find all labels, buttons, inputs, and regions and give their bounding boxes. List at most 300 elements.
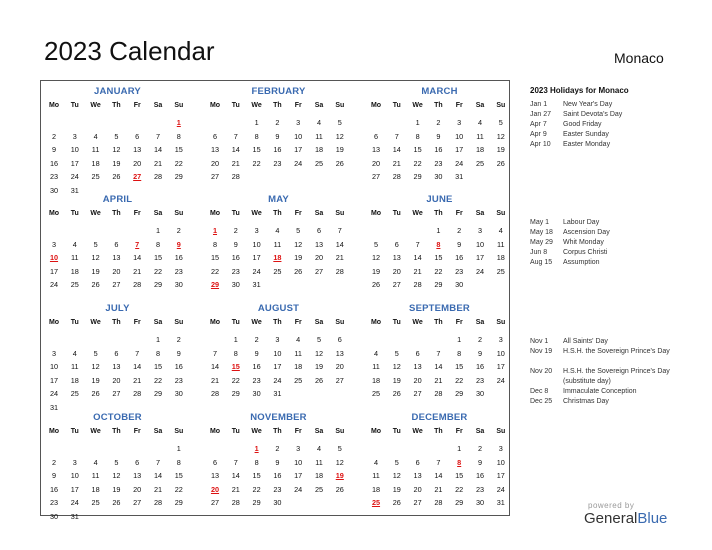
day-cell[interactable]: 9 bbox=[477, 348, 483, 358]
day-cell[interactable]: 18 bbox=[314, 145, 324, 154]
day-cell[interactable]: 8 bbox=[254, 457, 259, 467]
day-cell[interactable]: 13 bbox=[335, 348, 344, 358]
day-cell[interactable]: 24 bbox=[49, 280, 59, 289]
day-cell[interactable]: 27 bbox=[413, 498, 422, 507]
day-cell[interactable]: 7 bbox=[337, 226, 342, 235]
day-cell[interactable]: 23 bbox=[231, 266, 240, 276]
day-cell[interactable]: 24 bbox=[294, 484, 303, 494]
day-cell[interactable]: 15 bbox=[455, 471, 464, 480]
day-cell[interactable]: 24 bbox=[70, 498, 79, 507]
day-cell[interactable]: 2 bbox=[51, 131, 57, 141]
day-cell[interactable]: 29 bbox=[231, 389, 240, 398]
day-cell[interactable]: 18 bbox=[91, 484, 100, 494]
day-cell[interactable]: 2 bbox=[477, 444, 483, 453]
day-cell[interactable]: 27 bbox=[413, 389, 422, 398]
day-cell[interactable]: 2 bbox=[233, 226, 238, 235]
day-cell[interactable]: 5 bbox=[93, 348, 98, 358]
day-cell[interactable]: 18 bbox=[371, 375, 381, 385]
day-cell[interactable]: 21 bbox=[413, 266, 422, 276]
holiday-day-cell[interactable]: 20 bbox=[210, 484, 220, 494]
day-cell[interactable]: 24 bbox=[496, 484, 505, 494]
day-cell[interactable]: 15 bbox=[434, 253, 443, 262]
day-cell[interactable]: 1 bbox=[415, 118, 420, 127]
day-cell[interactable]: 11 bbox=[71, 253, 79, 262]
day-cell[interactable]: 6 bbox=[394, 239, 399, 249]
day-cell[interactable]: 25 bbox=[496, 266, 505, 276]
day-cell[interactable]: 27 bbox=[112, 280, 121, 289]
day-cell[interactable]: 8 bbox=[176, 457, 181, 467]
day-cell[interactable]: 16 bbox=[273, 471, 282, 480]
holiday-day-cell[interactable]: 1 bbox=[254, 444, 259, 453]
day-cell[interactable]: 4 bbox=[316, 118, 322, 127]
day-cell[interactable]: 17 bbox=[475, 253, 485, 262]
day-cell[interactable]: 10 bbox=[496, 348, 505, 358]
day-cell[interactable]: 14 bbox=[153, 145, 163, 154]
day-cell[interactable]: 27 bbox=[335, 375, 344, 385]
day-cell[interactable]: 17 bbox=[49, 375, 59, 385]
day-cell[interactable]: 27 bbox=[210, 498, 220, 507]
day-cell[interactable]: 15 bbox=[174, 471, 183, 480]
day-cell[interactable]: 5 bbox=[296, 226, 301, 235]
day-cell[interactable]: 14 bbox=[434, 471, 443, 480]
day-cell[interactable]: 6 bbox=[114, 239, 119, 249]
brand-logo[interactable] bbox=[584, 510, 667, 527]
day-cell[interactable]: 31 bbox=[70, 185, 79, 195]
day-cell[interactable]: 22 bbox=[174, 484, 183, 494]
day-cell[interactable]: 27 bbox=[392, 280, 401, 289]
day-cell[interactable]: 23 bbox=[273, 158, 282, 168]
day-cell[interactable]: 17 bbox=[455, 145, 464, 154]
day-cell[interactable]: 21 bbox=[335, 253, 344, 262]
day-cell[interactable]: 3 bbox=[477, 226, 483, 235]
day-cell[interactable]: 3 bbox=[275, 335, 280, 344]
day-cell[interactable]: 1 bbox=[176, 444, 181, 453]
day-cell[interactable]: 19 bbox=[335, 145, 344, 154]
day-cell[interactable]: 25 bbox=[294, 375, 303, 385]
day-cell[interactable]: 22 bbox=[210, 266, 220, 276]
day-cell[interactable]: 4 bbox=[373, 348, 379, 358]
day-cell[interactable]: 22 bbox=[231, 375, 240, 385]
holiday-day-cell[interactable]: 1 bbox=[212, 226, 218, 235]
holiday-day-cell[interactable]: 19 bbox=[335, 471, 344, 480]
day-cell[interactable]: 9 bbox=[233, 239, 238, 249]
day-cell[interactable]: 9 bbox=[275, 131, 280, 141]
day-cell[interactable]: 9 bbox=[176, 348, 181, 358]
day-cell[interactable]: 18 bbox=[294, 362, 303, 371]
day-cell[interactable]: 15 bbox=[252, 145, 261, 154]
day-cell[interactable]: 21 bbox=[231, 484, 240, 494]
day-cell[interactable]: 25 bbox=[475, 158, 485, 168]
day-cell[interactable]: 26 bbox=[112, 172, 121, 181]
day-cell[interactable]: 28 bbox=[153, 172, 163, 181]
holiday-day-cell[interactable]: 10 bbox=[49, 253, 59, 262]
day-cell[interactable]: 26 bbox=[335, 484, 344, 494]
day-cell[interactable]: 30 bbox=[455, 280, 464, 289]
day-cell[interactable]: 2 bbox=[51, 457, 57, 467]
day-cell[interactable]: 23 bbox=[174, 266, 183, 276]
day-cell[interactable]: 31 bbox=[70, 511, 79, 521]
holiday-day-cell[interactable]: 15 bbox=[231, 362, 240, 371]
day-cell[interactable]: 4 bbox=[498, 226, 503, 235]
day-cell[interactable]: 19 bbox=[392, 484, 401, 494]
day-cell[interactable]: 28 bbox=[231, 498, 240, 507]
day-cell[interactable]: 30 bbox=[475, 389, 485, 398]
day-cell[interactable]: 26 bbox=[335, 158, 344, 168]
day-cell[interactable]: 31 bbox=[252, 280, 261, 289]
day-cell[interactable]: 19 bbox=[496, 145, 505, 154]
day-cell[interactable]: 10 bbox=[294, 131, 303, 141]
holiday-day-cell[interactable]: 1 bbox=[176, 118, 181, 127]
day-cell[interactable]: 4 bbox=[72, 348, 77, 358]
holiday-day-cell[interactable]: 25 bbox=[371, 498, 381, 507]
day-cell[interactable]: 23 bbox=[455, 266, 464, 276]
day-cell[interactable]: 20 bbox=[133, 158, 142, 168]
day-cell[interactable]: 9 bbox=[477, 457, 483, 467]
day-cell[interactable]: 2 bbox=[176, 226, 181, 235]
day-cell[interactable]: 1 bbox=[254, 118, 259, 127]
day-cell[interactable]: 9 bbox=[436, 131, 441, 141]
day-cell[interactable]: 15 bbox=[455, 362, 464, 371]
day-cell[interactable]: 30 bbox=[49, 511, 59, 521]
day-cell[interactable]: 4 bbox=[477, 118, 483, 127]
day-cell[interactable]: 11 bbox=[71, 362, 79, 371]
day-cell[interactable]: 10 bbox=[455, 131, 464, 141]
day-cell[interactable]: 30 bbox=[174, 280, 183, 289]
day-cell[interactable]: 30 bbox=[49, 185, 59, 195]
day-cell[interactable]: 17 bbox=[252, 253, 261, 262]
day-cell[interactable]: 8 bbox=[415, 131, 420, 141]
day-cell[interactable]: 25 bbox=[371, 389, 381, 398]
day-cell[interactable]: 6 bbox=[212, 131, 218, 141]
day-cell[interactable]: 19 bbox=[371, 266, 381, 276]
day-cell[interactable]: 17 bbox=[496, 362, 505, 371]
day-cell[interactable]: 15 bbox=[153, 362, 163, 371]
holiday-day-cell[interactable]: 8 bbox=[436, 239, 441, 249]
day-cell[interactable]: 15 bbox=[174, 145, 183, 154]
day-cell[interactable]: 21 bbox=[153, 158, 163, 168]
day-cell[interactable]: 14 bbox=[133, 362, 142, 371]
day-cell[interactable]: 18 bbox=[70, 266, 79, 276]
day-cell[interactable]: 1 bbox=[155, 226, 161, 235]
day-cell[interactable]: 23 bbox=[49, 172, 59, 181]
day-cell[interactable]: 7 bbox=[212, 348, 218, 358]
day-cell[interactable]: 13 bbox=[413, 362, 422, 371]
day-cell[interactable]: 11 bbox=[294, 348, 302, 358]
day-cell[interactable]: 20 bbox=[371, 158, 381, 168]
day-cell[interactable]: 20 bbox=[413, 484, 422, 494]
day-cell[interactable]: 5 bbox=[114, 457, 119, 467]
day-cell[interactable]: 16 bbox=[174, 253, 183, 262]
day-cell[interactable]: 26 bbox=[392, 498, 401, 507]
day-cell[interactable]: 3 bbox=[254, 226, 259, 235]
day-cell[interactable]: 28 bbox=[210, 389, 220, 398]
day-cell[interactable]: 14 bbox=[413, 253, 422, 262]
day-cell[interactable]: 27 bbox=[371, 172, 381, 181]
day-cell[interactable]: 26 bbox=[392, 389, 401, 398]
day-cell[interactable]: 5 bbox=[394, 457, 399, 467]
day-cell[interactable]: 28 bbox=[335, 266, 344, 276]
day-cell[interactable]: 1 bbox=[233, 335, 238, 344]
day-cell[interactable]: 16 bbox=[49, 158, 59, 168]
day-cell[interactable]: 21 bbox=[133, 266, 142, 276]
day-cell[interactable]: 28 bbox=[434, 498, 443, 507]
day-cell[interactable]: 1 bbox=[155, 335, 161, 344]
day-cell[interactable]: 22 bbox=[434, 266, 443, 276]
day-cell[interactable]: 24 bbox=[294, 158, 303, 168]
day-cell[interactable]: 14 bbox=[153, 471, 163, 480]
day-cell[interactable]: 12 bbox=[91, 253, 100, 262]
day-cell[interactable]: 12 bbox=[112, 471, 121, 480]
day-cell[interactable]: 6 bbox=[316, 226, 322, 235]
day-cell[interactable]: 13 bbox=[413, 471, 422, 480]
day-cell[interactable]: 8 bbox=[212, 239, 218, 249]
day-cell[interactable]: 29 bbox=[455, 498, 464, 507]
day-cell[interactable]: 16 bbox=[475, 471, 485, 480]
day-cell[interactable]: 2 bbox=[275, 444, 280, 453]
day-cell[interactable]: 12 bbox=[112, 145, 121, 154]
day-cell[interactable]: 29 bbox=[455, 389, 464, 398]
day-cell[interactable]: 14 bbox=[231, 145, 240, 154]
day-cell[interactable]: 26 bbox=[91, 389, 100, 398]
holiday-day-cell[interactable]: 27 bbox=[133, 172, 142, 181]
day-cell[interactable]: 20 bbox=[413, 375, 422, 385]
day-cell[interactable]: 18 bbox=[475, 145, 485, 154]
day-cell[interactable]: 4 bbox=[93, 131, 98, 141]
day-cell[interactable]: 13 bbox=[133, 471, 142, 480]
day-cell[interactable]: 5 bbox=[316, 335, 322, 344]
day-cell[interactable]: 7 bbox=[394, 131, 399, 141]
day-cell[interactable]: 11 bbox=[315, 131, 323, 141]
day-cell[interactable]: 29 bbox=[153, 389, 163, 398]
day-cell[interactable]: 28 bbox=[133, 280, 142, 289]
day-cell[interactable]: 23 bbox=[475, 375, 485, 385]
day-cell[interactable]: 25 bbox=[91, 498, 100, 507]
day-cell[interactable]: 19 bbox=[314, 362, 324, 371]
day-cell[interactable]: 7 bbox=[436, 348, 441, 358]
day-cell[interactable]: 25 bbox=[70, 389, 79, 398]
day-cell[interactable]: 21 bbox=[153, 484, 163, 494]
day-cell[interactable]: 26 bbox=[496, 158, 505, 168]
day-cell[interactable]: 18 bbox=[70, 375, 79, 385]
day-cell[interactable]: 18 bbox=[314, 471, 324, 480]
day-cell[interactable]: 12 bbox=[371, 253, 381, 262]
day-cell[interactable]: 19 bbox=[112, 158, 121, 168]
day-cell[interactable]: 1 bbox=[457, 335, 462, 344]
day-cell[interactable]: 16 bbox=[455, 253, 464, 262]
day-cell[interactable]: 27 bbox=[133, 498, 142, 507]
day-cell[interactable]: 9 bbox=[254, 348, 259, 358]
day-cell[interactable]: 5 bbox=[337, 444, 342, 453]
day-cell[interactable]: 12 bbox=[496, 131, 505, 141]
day-cell[interactable]: 5 bbox=[337, 118, 342, 127]
day-cell[interactable]: 28 bbox=[133, 389, 142, 398]
day-cell[interactable]: 15 bbox=[210, 253, 220, 262]
day-cell[interactable]: 7 bbox=[155, 457, 161, 467]
day-cell[interactable]: 8 bbox=[254, 131, 259, 141]
day-cell[interactable]: 4 bbox=[72, 239, 77, 249]
day-cell[interactable]: 26 bbox=[112, 498, 121, 507]
day-cell[interactable]: 21 bbox=[434, 375, 443, 385]
day-cell[interactable]: 30 bbox=[475, 498, 485, 507]
day-cell[interactable]: 25 bbox=[273, 266, 282, 276]
day-cell[interactable]: 14 bbox=[210, 362, 220, 371]
day-cell[interactable]: 8 bbox=[155, 239, 161, 249]
day-cell[interactable]: 16 bbox=[252, 362, 261, 371]
day-cell[interactable]: 7 bbox=[415, 239, 420, 249]
day-cell[interactable]: 6 bbox=[135, 131, 140, 141]
day-cell[interactable]: 5 bbox=[93, 239, 98, 249]
day-cell[interactable]: 25 bbox=[314, 158, 324, 168]
day-cell[interactable]: 22 bbox=[413, 158, 422, 168]
day-cell[interactable]: 10 bbox=[49, 362, 59, 371]
day-cell[interactable]: 24 bbox=[475, 266, 485, 276]
day-cell[interactable]: 25 bbox=[314, 484, 324, 494]
holiday-day-cell[interactable]: 9 bbox=[176, 239, 181, 249]
day-cell[interactable]: 3 bbox=[457, 118, 462, 127]
day-cell[interactable]: 11 bbox=[91, 471, 100, 480]
day-cell[interactable]: 9 bbox=[51, 145, 57, 154]
day-cell[interactable]: 13 bbox=[112, 253, 121, 262]
day-cell[interactable]: 23 bbox=[174, 375, 183, 385]
day-cell[interactable]: 12 bbox=[294, 239, 303, 249]
day-cell[interactable]: 6 bbox=[415, 457, 420, 467]
day-cell[interactable]: 23 bbox=[49, 498, 59, 507]
day-cell[interactable]: 16 bbox=[475, 362, 485, 371]
day-cell[interactable]: 6 bbox=[337, 335, 342, 344]
day-cell[interactable]: 7 bbox=[233, 457, 238, 467]
day-cell[interactable]: 11 bbox=[91, 145, 100, 154]
day-cell[interactable]: 26 bbox=[294, 266, 303, 276]
day-cell[interactable]: 4 bbox=[296, 335, 301, 344]
day-cell[interactable]: 14 bbox=[335, 239, 344, 249]
day-cell[interactable]: 25 bbox=[91, 172, 100, 181]
day-cell[interactable]: 17 bbox=[70, 484, 79, 494]
day-cell[interactable]: 25 bbox=[70, 280, 79, 289]
day-cell[interactable]: 27 bbox=[314, 266, 324, 276]
day-cell[interactable]: 17 bbox=[49, 266, 59, 276]
day-cell[interactable]: 19 bbox=[112, 484, 121, 494]
day-cell[interactable]: 6 bbox=[212, 457, 218, 467]
day-cell[interactable]: 12 bbox=[392, 471, 401, 480]
day-cell[interactable]: 26 bbox=[314, 375, 324, 385]
day-cell[interactable]: 12 bbox=[314, 348, 324, 358]
holiday-day-cell[interactable]: 7 bbox=[135, 239, 140, 249]
day-cell[interactable]: 24 bbox=[496, 375, 505, 385]
day-cell[interactable]: 2 bbox=[477, 335, 483, 344]
day-cell[interactable]: 10 bbox=[252, 239, 261, 249]
day-cell[interactable]: 19 bbox=[91, 266, 100, 276]
day-cell[interactable]: 22 bbox=[252, 484, 261, 494]
day-cell[interactable]: 12 bbox=[335, 131, 344, 141]
day-cell[interactable]: 16 bbox=[174, 362, 183, 371]
day-cell[interactable]: 16 bbox=[49, 484, 59, 494]
day-cell[interactable]: 24 bbox=[70, 172, 79, 181]
day-cell[interactable]: 20 bbox=[314, 253, 324, 262]
day-cell[interactable]: 3 bbox=[296, 444, 301, 453]
day-cell[interactable]: 29 bbox=[252, 498, 261, 507]
day-cell[interactable]: 11 bbox=[497, 239, 505, 249]
day-cell[interactable]: 11 bbox=[273, 239, 282, 249]
day-cell[interactable]: 18 bbox=[496, 253, 505, 262]
day-cell[interactable]: 22 bbox=[153, 266, 163, 276]
day-cell[interactable]: 3 bbox=[498, 335, 503, 344]
day-cell[interactable]: 6 bbox=[415, 348, 420, 358]
day-cell[interactable]: 22 bbox=[153, 375, 163, 385]
day-cell[interactable]: 31 bbox=[49, 402, 59, 412]
day-cell[interactable]: 22 bbox=[252, 158, 261, 168]
day-cell[interactable]: 12 bbox=[392, 362, 401, 371]
day-cell[interactable]: 26 bbox=[91, 280, 100, 289]
day-cell[interactable]: 13 bbox=[133, 145, 142, 154]
day-cell[interactable]: 28 bbox=[392, 172, 401, 181]
day-cell[interactable]: 14 bbox=[231, 471, 240, 480]
day-cell[interactable]: 22 bbox=[455, 375, 464, 385]
day-cell[interactable]: 9 bbox=[275, 457, 280, 467]
day-cell[interactable]: 28 bbox=[434, 389, 443, 398]
day-cell[interactable]: 28 bbox=[153, 498, 163, 507]
day-cell[interactable]: 31 bbox=[496, 498, 505, 507]
day-cell[interactable]: 3 bbox=[72, 457, 77, 467]
day-cell[interactable]: 14 bbox=[434, 362, 443, 371]
day-cell[interactable]: 22 bbox=[174, 158, 183, 168]
holiday-day-cell[interactable]: 18 bbox=[273, 253, 282, 262]
day-cell[interactable]: 23 bbox=[252, 375, 261, 385]
day-cell[interactable]: 20 bbox=[335, 362, 344, 371]
day-cell[interactable]: 2 bbox=[275, 118, 280, 127]
day-cell[interactable]: 29 bbox=[174, 172, 183, 181]
day-cell[interactable]: 30 bbox=[273, 498, 282, 507]
day-cell[interactable]: 3 bbox=[498, 444, 503, 453]
day-cell[interactable]: 26 bbox=[371, 280, 381, 289]
day-cell[interactable]: 2 bbox=[436, 118, 441, 127]
day-cell[interactable]: 8 bbox=[457, 348, 462, 358]
day-cell[interactable]: 24 bbox=[455, 158, 464, 168]
day-cell[interactable]: 18 bbox=[371, 484, 381, 494]
day-cell[interactable]: 14 bbox=[392, 145, 401, 154]
day-cell[interactable]: 23 bbox=[273, 484, 282, 494]
day-cell[interactable]: 10 bbox=[496, 457, 505, 467]
day-cell[interactable]: 17 bbox=[294, 471, 303, 480]
day-cell[interactable]: 21 bbox=[434, 484, 443, 494]
day-cell[interactable]: 3 bbox=[296, 118, 301, 127]
day-cell[interactable]: 11 bbox=[476, 131, 484, 141]
day-cell[interactable]: 21 bbox=[392, 158, 401, 168]
day-cell[interactable]: 23 bbox=[434, 158, 443, 168]
day-cell[interactable]: 2 bbox=[254, 335, 259, 344]
day-cell[interactable]: 1 bbox=[457, 444, 462, 453]
day-cell[interactable]: 15 bbox=[413, 145, 422, 154]
day-cell[interactable]: 24 bbox=[49, 389, 59, 398]
day-cell[interactable]: 11 bbox=[315, 457, 323, 467]
day-cell[interactable]: 24 bbox=[252, 266, 261, 276]
day-cell[interactable]: 24 bbox=[273, 375, 282, 385]
day-cell[interactable]: 2 bbox=[457, 226, 462, 235]
day-cell[interactable]: 30 bbox=[252, 389, 261, 398]
day-cell[interactable]: 13 bbox=[210, 145, 220, 154]
day-cell[interactable]: 13 bbox=[210, 471, 220, 480]
day-cell[interactable]: 27 bbox=[210, 172, 220, 181]
day-cell[interactable]: 20 bbox=[112, 266, 121, 276]
day-cell[interactable]: 3 bbox=[51, 239, 57, 249]
day-cell[interactable]: 21 bbox=[133, 375, 142, 385]
day-cell[interactable]: 4 bbox=[316, 444, 322, 453]
day-cell[interactable]: 10 bbox=[70, 471, 79, 480]
day-cell[interactable]: 7 bbox=[155, 131, 161, 141]
day-cell[interactable]: 20 bbox=[112, 375, 121, 385]
day-cell[interactable]: 19 bbox=[91, 375, 100, 385]
day-cell[interactable]: 20 bbox=[210, 158, 220, 168]
day-cell[interactable]: 21 bbox=[210, 375, 220, 385]
